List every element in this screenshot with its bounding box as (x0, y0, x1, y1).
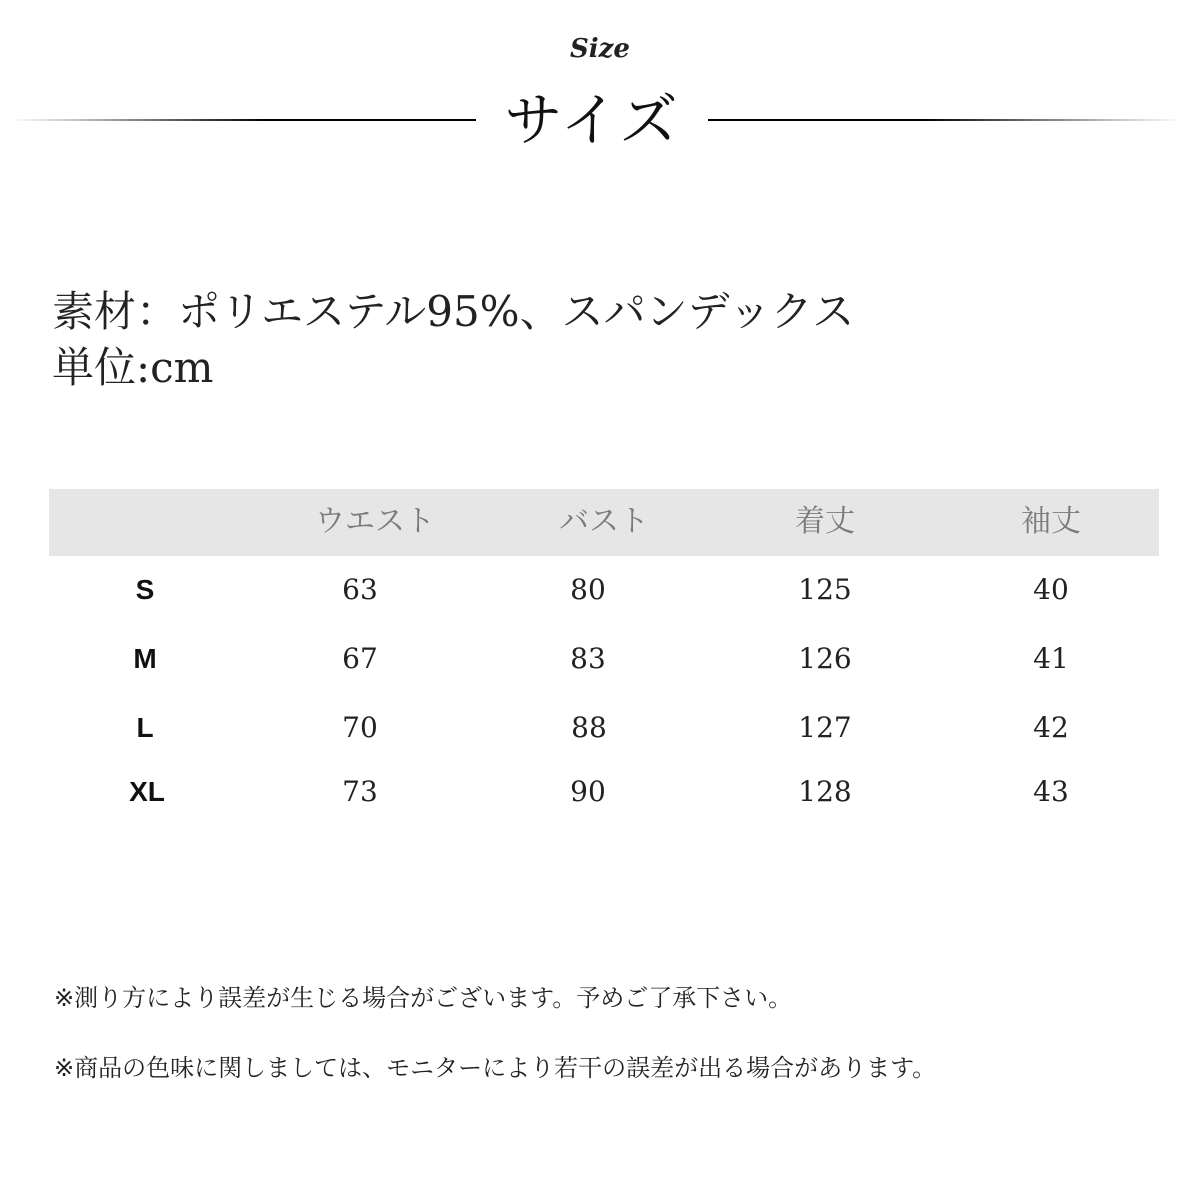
table-row-l (49, 710, 1159, 760)
unit-text: 単位:cm (52, 343, 214, 392)
length-value: 125 (798, 573, 852, 606)
waist-value: 70 (342, 711, 378, 744)
size-label: S (135, 574, 155, 605)
header-bust: バスト (559, 504, 649, 539)
size-script-label: Size (570, 34, 630, 64)
table-row-s (49, 572, 1159, 622)
header-rule-left (10, 119, 476, 121)
header-rule-right (708, 119, 1182, 121)
bust-value: 83 (570, 642, 606, 675)
table-row-xl (49, 774, 1159, 824)
header-waist: ウエスト (315, 504, 435, 539)
length-value: 127 (798, 711, 852, 744)
sleeve-value: 42 (1033, 711, 1069, 744)
table-header (49, 489, 1159, 556)
measurement-note: ※測り方により誤差が生じる場合がございます。予めご了承下さい。 (54, 984, 793, 1012)
bust-value: 90 (570, 775, 606, 808)
size-table (49, 489, 1159, 808)
bust-value: 80 (570, 573, 606, 606)
size-label: M (133, 643, 157, 674)
waist-value: 67 (342, 642, 378, 675)
waist-value: 63 (342, 573, 378, 606)
material-text: 素材：ポリエステル95%、スパンデックス (52, 287, 855, 336)
length-value: 128 (798, 775, 852, 808)
bust-value: 88 (571, 711, 607, 744)
sleeve-value: 40 (1033, 573, 1069, 606)
sleeve-value: 41 (1033, 642, 1069, 675)
page-title: サイズ (504, 86, 680, 154)
size-label: L (136, 712, 154, 743)
sleeve-value: 43 (1033, 775, 1069, 808)
size-label: XL (129, 776, 165, 807)
length-value: 126 (798, 642, 852, 675)
waist-value: 73 (342, 775, 378, 808)
header-length: 着丈 (795, 504, 855, 539)
color-note: ※商品の色味に関しましては、モニターにより若干の誤差が出る場合があります。 (54, 1054, 937, 1082)
header-sleeve: 袖丈 (1021, 504, 1081, 539)
table-row-m (49, 641, 1159, 691)
